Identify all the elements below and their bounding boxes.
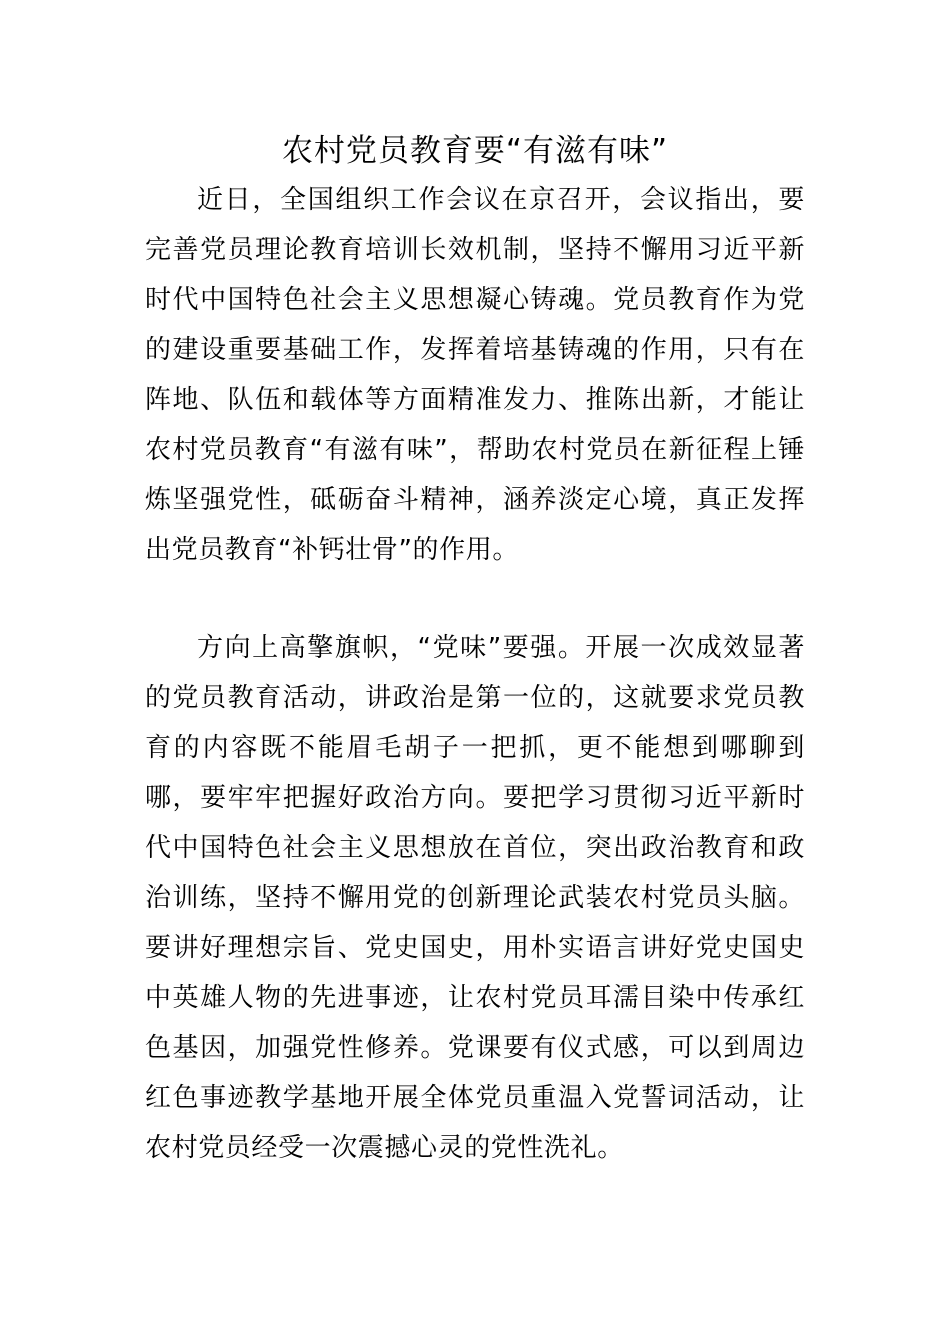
paragraph-1: 近日，全国组织工作会议在京召开，会议指出，要完善党员理论教育培训长效机制，坚持不懈用习近平新时代中国特色社会主义思想凝心铸魂。党员教育作为党的建设重要基础工作，发挥着培基铸魂的作用，只有在阵地、队伍和载体等方面精准发力、推陈出新，才能让农村党员教育“有滋有味”，帮助农村党员在新征程上锤炼坚强党性，砥砺奋斗精神，涵养淡定心境，真正发挥出党员教育“补钙壮骨”的作用。 — [145, 185, 805, 565]
document-title: 农村党员教育要“有滋有味” — [281, 133, 669, 169]
paragraph-2: 方向上高擎旗帜，“党味”要强。开展一次成效显著的党员教育活动，讲政治是第一位的，这就要求党员教育的内容既不能眉毛胡子一把抓，更不能想到哪聊到哪，要牢牢把握好政治方向。要把学习贯彻习近平新时代中国特色社会主义思想放在首位，突出政治教育和政治训练，坚持不懈用党的创新理论武装农村党员头脑。要讲好理想宗旨、党史国史，用朴实语言讲好党史国史中英雄人物的先进事迹，让农村党员耳濡目染中传承红色基因，加强党性修养。党课要有仪式感，可以到周边红色事迹教学基地开展全体党员重温入党誓词活动，让农村党员经受一次震撼心灵的党性洗礼。 — [145, 633, 805, 1163]
